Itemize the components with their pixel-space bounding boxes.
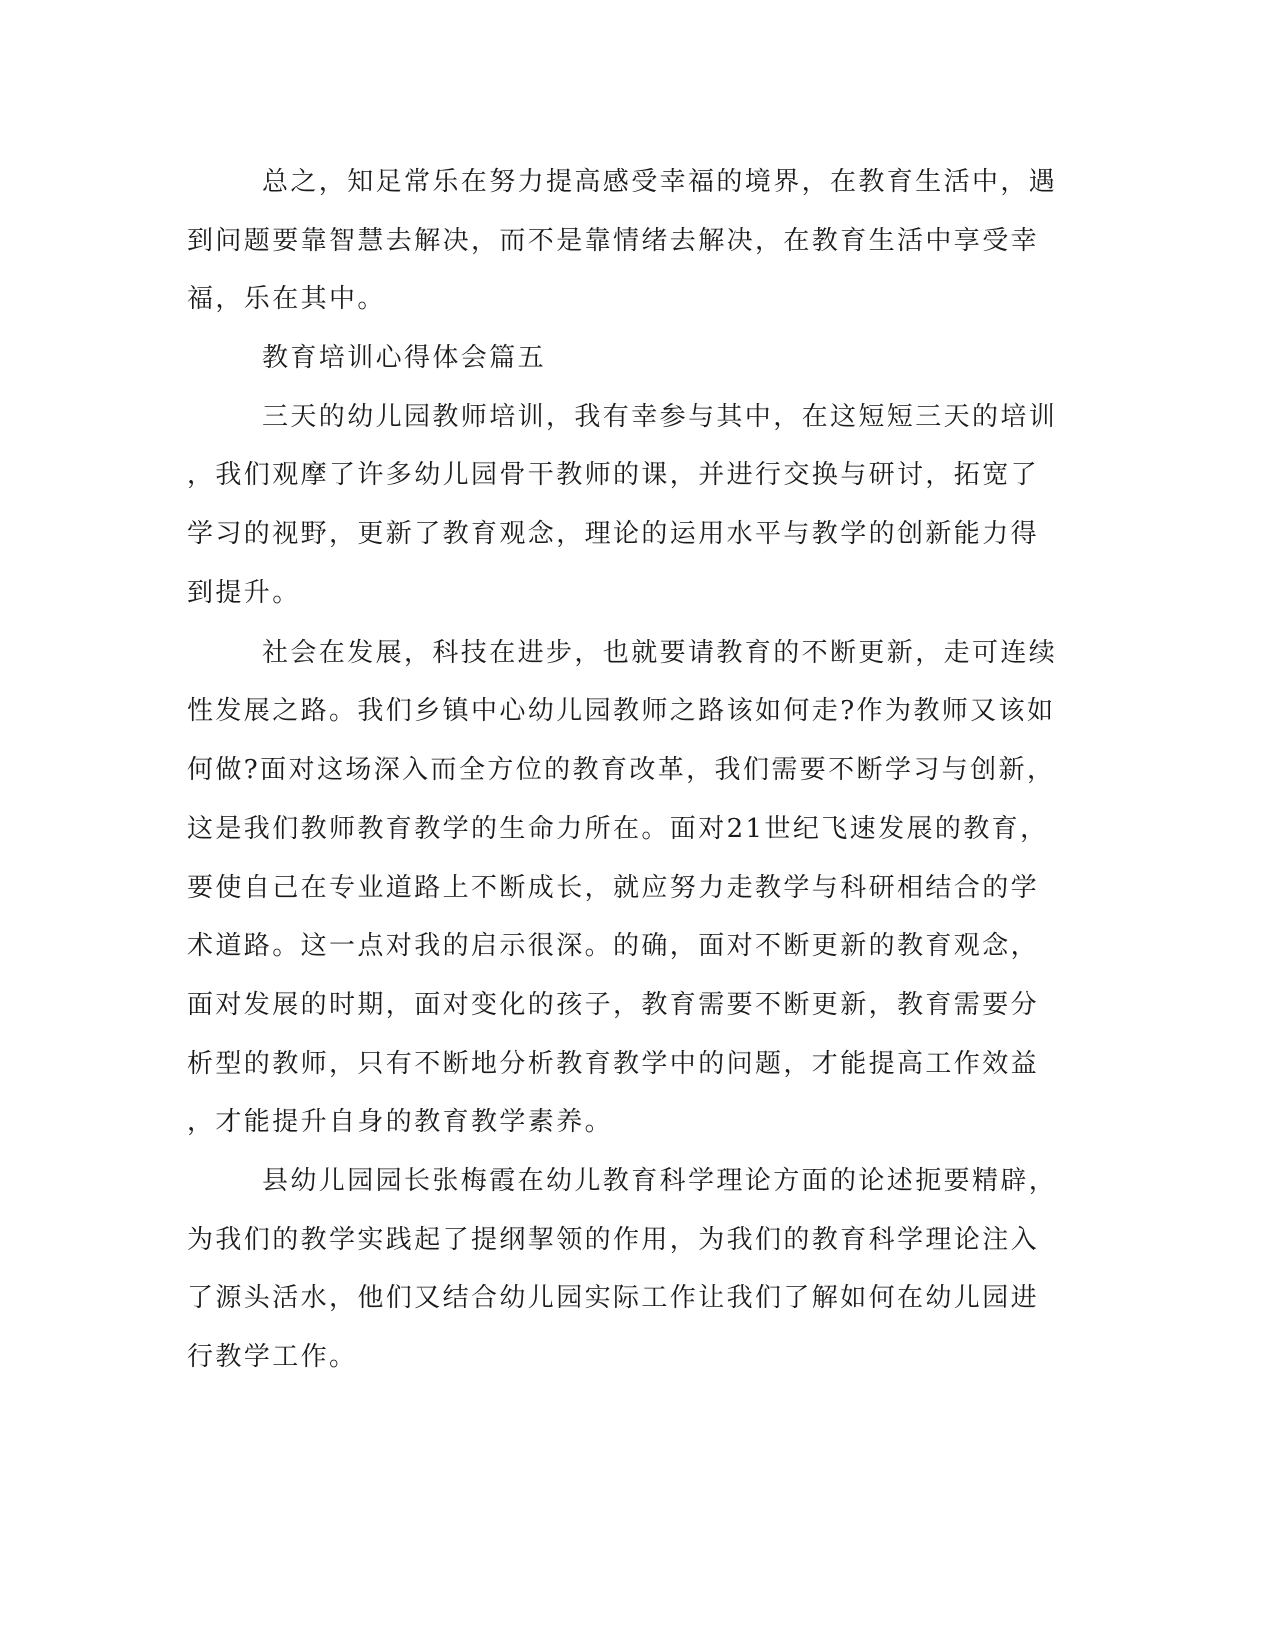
paragraph-line: 学习的视野，更新了教育观念，理论的运用水平与教学的创新能力得 bbox=[187, 519, 1040, 549]
paragraph-line: 三天的幼儿园教师培训，我有幸参与其中，在这短短三天的培训 bbox=[262, 402, 1058, 432]
paragraph-line: 福，乐在其中。 bbox=[187, 284, 386, 314]
paragraph-line: 县幼儿园园长张梅霞在幼儿教育科学理论方面的论述扼要精辟， bbox=[262, 1166, 1058, 1196]
paragraph-line: 到问题要靠智慧去解决，而不是靠情绪去解决，在教育生活中享受幸 bbox=[187, 226, 1040, 256]
paragraph-line: 社会在发展，科技在进步，也就要请教育的不断更新，走可连续 bbox=[262, 638, 1058, 668]
paragraph-line: ，才能提升自身的教育教学素养。 bbox=[187, 1107, 614, 1137]
paragraph-line: 性发展之路。我们乡镇中心幼儿园教师之路该如何走?作为教师又该如 bbox=[187, 696, 1056, 726]
paragraph-line: ，我们观摩了许多幼儿园骨干教师的课，并进行交换与研讨，拓宽了 bbox=[187, 460, 1040, 490]
paragraph-line: 为我们的教学实践起了提纲挈领的作用，为我们的教育科学理论注入 bbox=[187, 1225, 1040, 1255]
paragraph-line: 了源头活水，他们又结合幼儿园实际工作让我们了解如何在幼儿园进 bbox=[187, 1283, 1040, 1313]
paragraph-line: 这是我们教师教育教学的生命力所在。面对21世纪飞速发展的教育， bbox=[187, 814, 1049, 844]
paragraph-line: 面对发展的时期，面对变化的孩子，教育需要不断更新，教育需要分 bbox=[187, 990, 1040, 1020]
section-heading: 教育培训心得体会篇五 bbox=[262, 343, 547, 373]
paragraph-line: 要使自己在专业道路上不断成长，就应努力走教学与科研相结合的学 bbox=[187, 873, 1040, 903]
paragraph-line: 到提升。 bbox=[187, 578, 301, 608]
paragraph-line: 何做?面对这场深入而全方位的教育改革，我们需要不断学习与创新， bbox=[187, 755, 1056, 785]
paragraph-line: 析型的教师，只有不断地分析教育教学中的问题，才能提高工作效益 bbox=[187, 1049, 1040, 1079]
paragraph-line: 术道路。这一点对我的启示很深。的确，面对不断更新的教育观念， bbox=[187, 931, 1040, 961]
paragraph-line: 行教学工作。 bbox=[187, 1342, 358, 1372]
paragraph-line: 总之，知足常乐在努力提高感受幸福的境界，在教育生活中，遇 bbox=[262, 167, 1058, 197]
